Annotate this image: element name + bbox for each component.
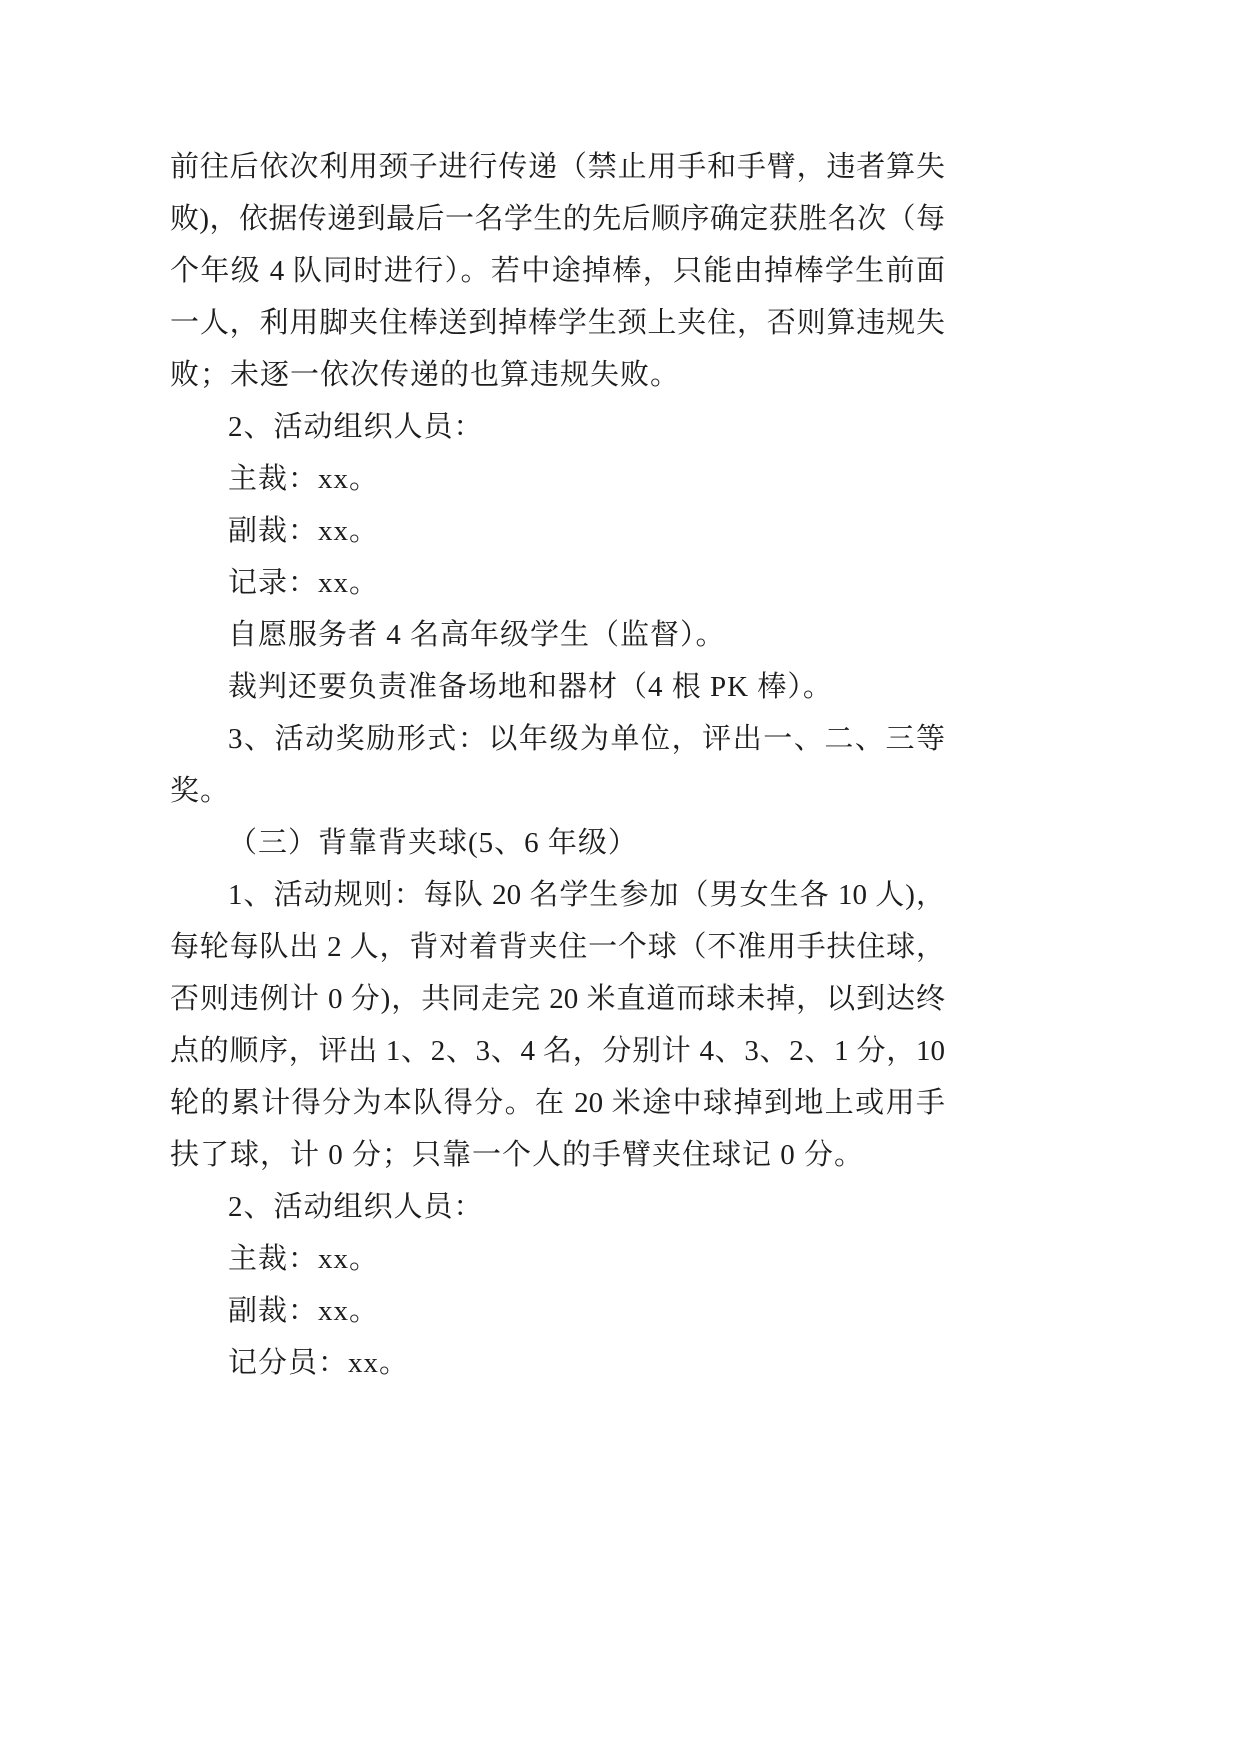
organizer-item: 记分员：xx。 [228, 1347, 410, 1379]
rules-paragraph [170, 869, 945, 1181]
paragraph-line: 个年级 4 队同时进行）。若中途掉棒，只能由掉棒学生前面 [170, 255, 945, 287]
paragraph-line: 前往后依次利用颈子进行传递（禁止用手和手臂，违者算失 [170, 151, 945, 183]
organizer-item: 主裁：xx。 [228, 1243, 380, 1275]
paragraph-line: 败)，依据传递到最后一名学生的先后顺序确定获胜名次（每 [170, 203, 945, 235]
organizer-item: 主裁：xx。 [228, 463, 380, 495]
organizer-item: 记录：xx。 [228, 567, 380, 599]
paragraph-line: 点的顺序，评出 1、2、3、4 名，分别计 4、3、2、1 分，10 [170, 1035, 945, 1067]
organizer-item: 自愿服务者 4 名高年级学生（监督）。 [228, 619, 726, 651]
awards-paragraph [170, 713, 945, 817]
organizers-heading: 2、活动组织人员： [228, 411, 484, 443]
organizers-heading: 2、活动组织人员： [228, 1191, 484, 1223]
paragraph-line: 扶了球，计 0 分；只靠一个人的手臂夹住球记 0 分。 [170, 1139, 865, 1171]
organizers-list [170, 1181, 945, 1389]
paragraph-line: 败；未逐一依次传递的也算违规失败。 [170, 359, 681, 391]
paragraph-line: 否则违例计 0 分)，共同走完 20 米直道而球未掉，以到达终 [170, 983, 945, 1015]
organizer-item: 裁判还要负责准备场地和器材（4 根 PK 棒）。 [228, 671, 833, 703]
paragraph-line: 轮的累计得分为本队得分。在 20 米途中球掉到地上或用手 [170, 1087, 945, 1119]
rules-paragraph-continued [170, 141, 945, 401]
paragraph-line: 1、活动规则：每队 20 名学生参加（男女生各 10 人)， [228, 879, 945, 911]
section-block [170, 817, 945, 1389]
document-page [170, 141, 945, 1389]
organizer-item: 副裁：xx。 [228, 515, 380, 547]
section-heading: （三）背靠背夹球(5、6 年级） [228, 827, 638, 859]
organizers-list [170, 401, 945, 713]
paragraph-line: 一人，利用脚夹住棒送到掉棒学生颈上夹住，否则算违规失 [170, 307, 945, 339]
paragraph-line: 每轮每队出 2 人，背对着背夹住一个球（不准用手扶住球， [170, 931, 945, 963]
paragraph-line: 3、活动奖励形式：以年级为单位，评出一、二、三等 [228, 723, 945, 755]
organizer-item: 副裁：xx。 [228, 1295, 380, 1327]
paragraph-line: 奖。 [170, 775, 231, 807]
